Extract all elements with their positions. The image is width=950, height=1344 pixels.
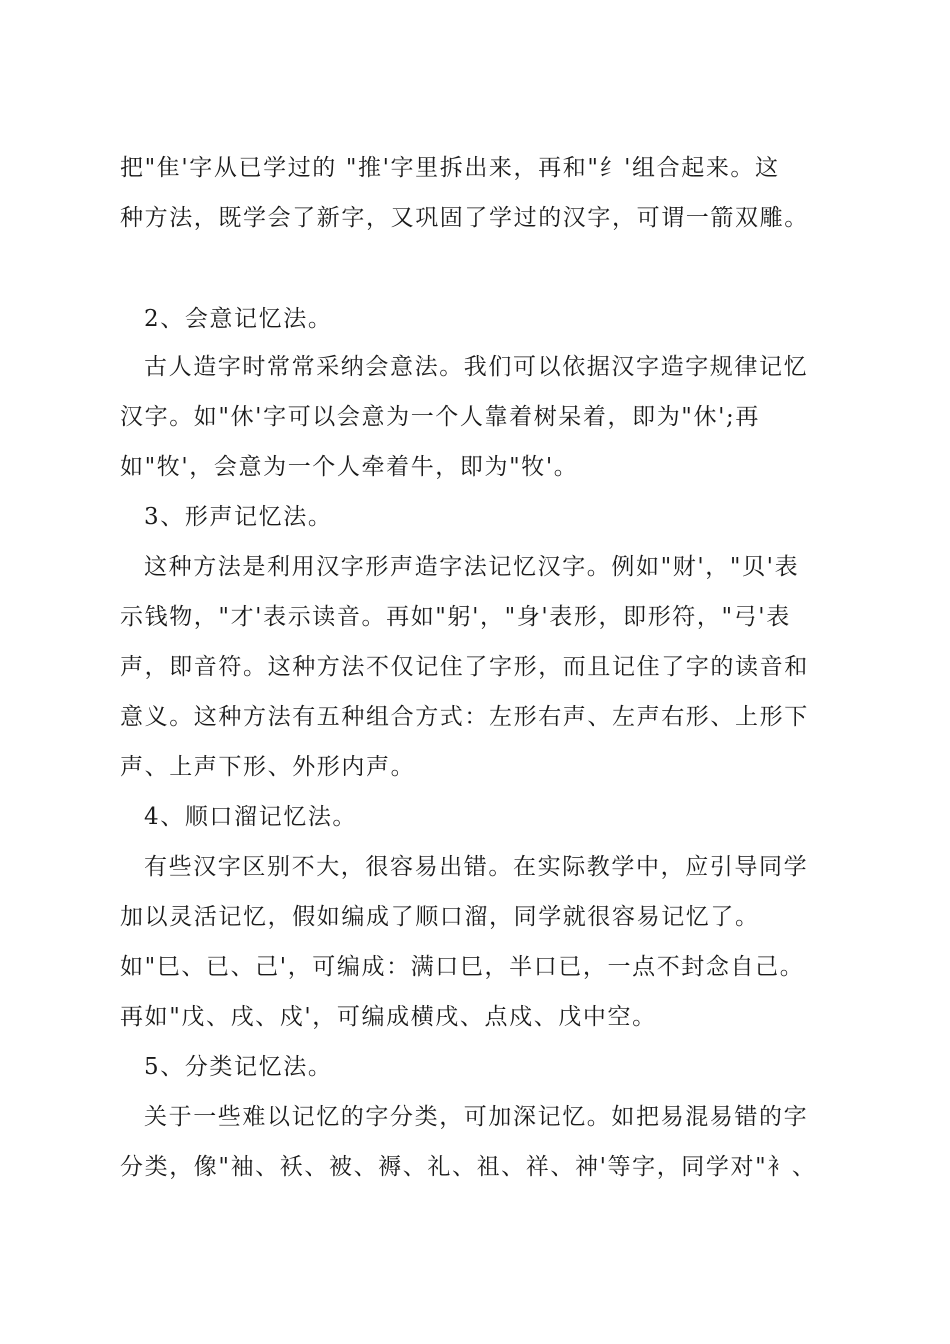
paragraph-line: 这种方法是利用汉字形声造字法记忆汉字。例如"财'，"贝'表 bbox=[144, 554, 800, 580]
section-heading: 4、顺口溜记忆法。 bbox=[144, 804, 358, 830]
paragraph-line: 意义。这种方法有五种组合方式：左形右声、左声右形、上形下 bbox=[120, 704, 809, 730]
paragraph-line: 声、上声下形、外形内声。 bbox=[120, 754, 416, 780]
paragraph-line: 示钱物，"才'表示读音。再如"躬'，"身'表形，即形符，"弓'表 bbox=[120, 604, 791, 630]
paragraph-line: 声，即音符。这种方法不仅记住了字形，而且记住了字的读音和 bbox=[120, 654, 809, 680]
paragraph-line: 把"隹'字从已学过的 "推'字里拆出来，再和"纟'组合起来。这 bbox=[120, 155, 780, 181]
section-heading: 3、形声记忆法。 bbox=[144, 504, 333, 530]
paragraph-line: 如"牧'，会意为一个人牵着牛，即为"牧'。 bbox=[120, 454, 579, 480]
paragraph-line: 古人造字时常常采纳会意法。我们可以依据汉字造字规律记忆 bbox=[144, 354, 809, 380]
section-heading: 2、会意记忆法。 bbox=[144, 306, 333, 332]
paragraph-line: 种方法，既学会了新字，又巩固了学过的汉字，可谓一箭双雕。 bbox=[120, 205, 809, 231]
paragraph-line: 如"巳、已、己'，可编成：满口巳，半口已，一点不封念自己。 bbox=[120, 954, 805, 980]
paragraph-line: 加以灵活记忆，假如编成了顺口溜，同学就很容易记忆了。 bbox=[120, 904, 760, 930]
paragraph-line: 分类，像"袖、袄、被、褥、礼、祖、祥、神'等字，同学对"衤、 bbox=[120, 1154, 817, 1180]
paragraph-line: 再如"戊、戌、戍'，可编成横戌、点戍、戊中空。 bbox=[120, 1004, 657, 1030]
paragraph-line: 汉字。如"休'字可以会意为一个人靠着树呆着，即为"休';再 bbox=[120, 404, 760, 430]
paragraph-line: 关于一些难以记忆的字分类，可加深记忆。如把易混易错的字 bbox=[144, 1104, 809, 1130]
paragraph-line: 有些汉字区别不大，很容易出错。在实际教学中，应引导同学 bbox=[144, 854, 809, 880]
section-heading: 5、分类记忆法。 bbox=[144, 1054, 333, 1080]
